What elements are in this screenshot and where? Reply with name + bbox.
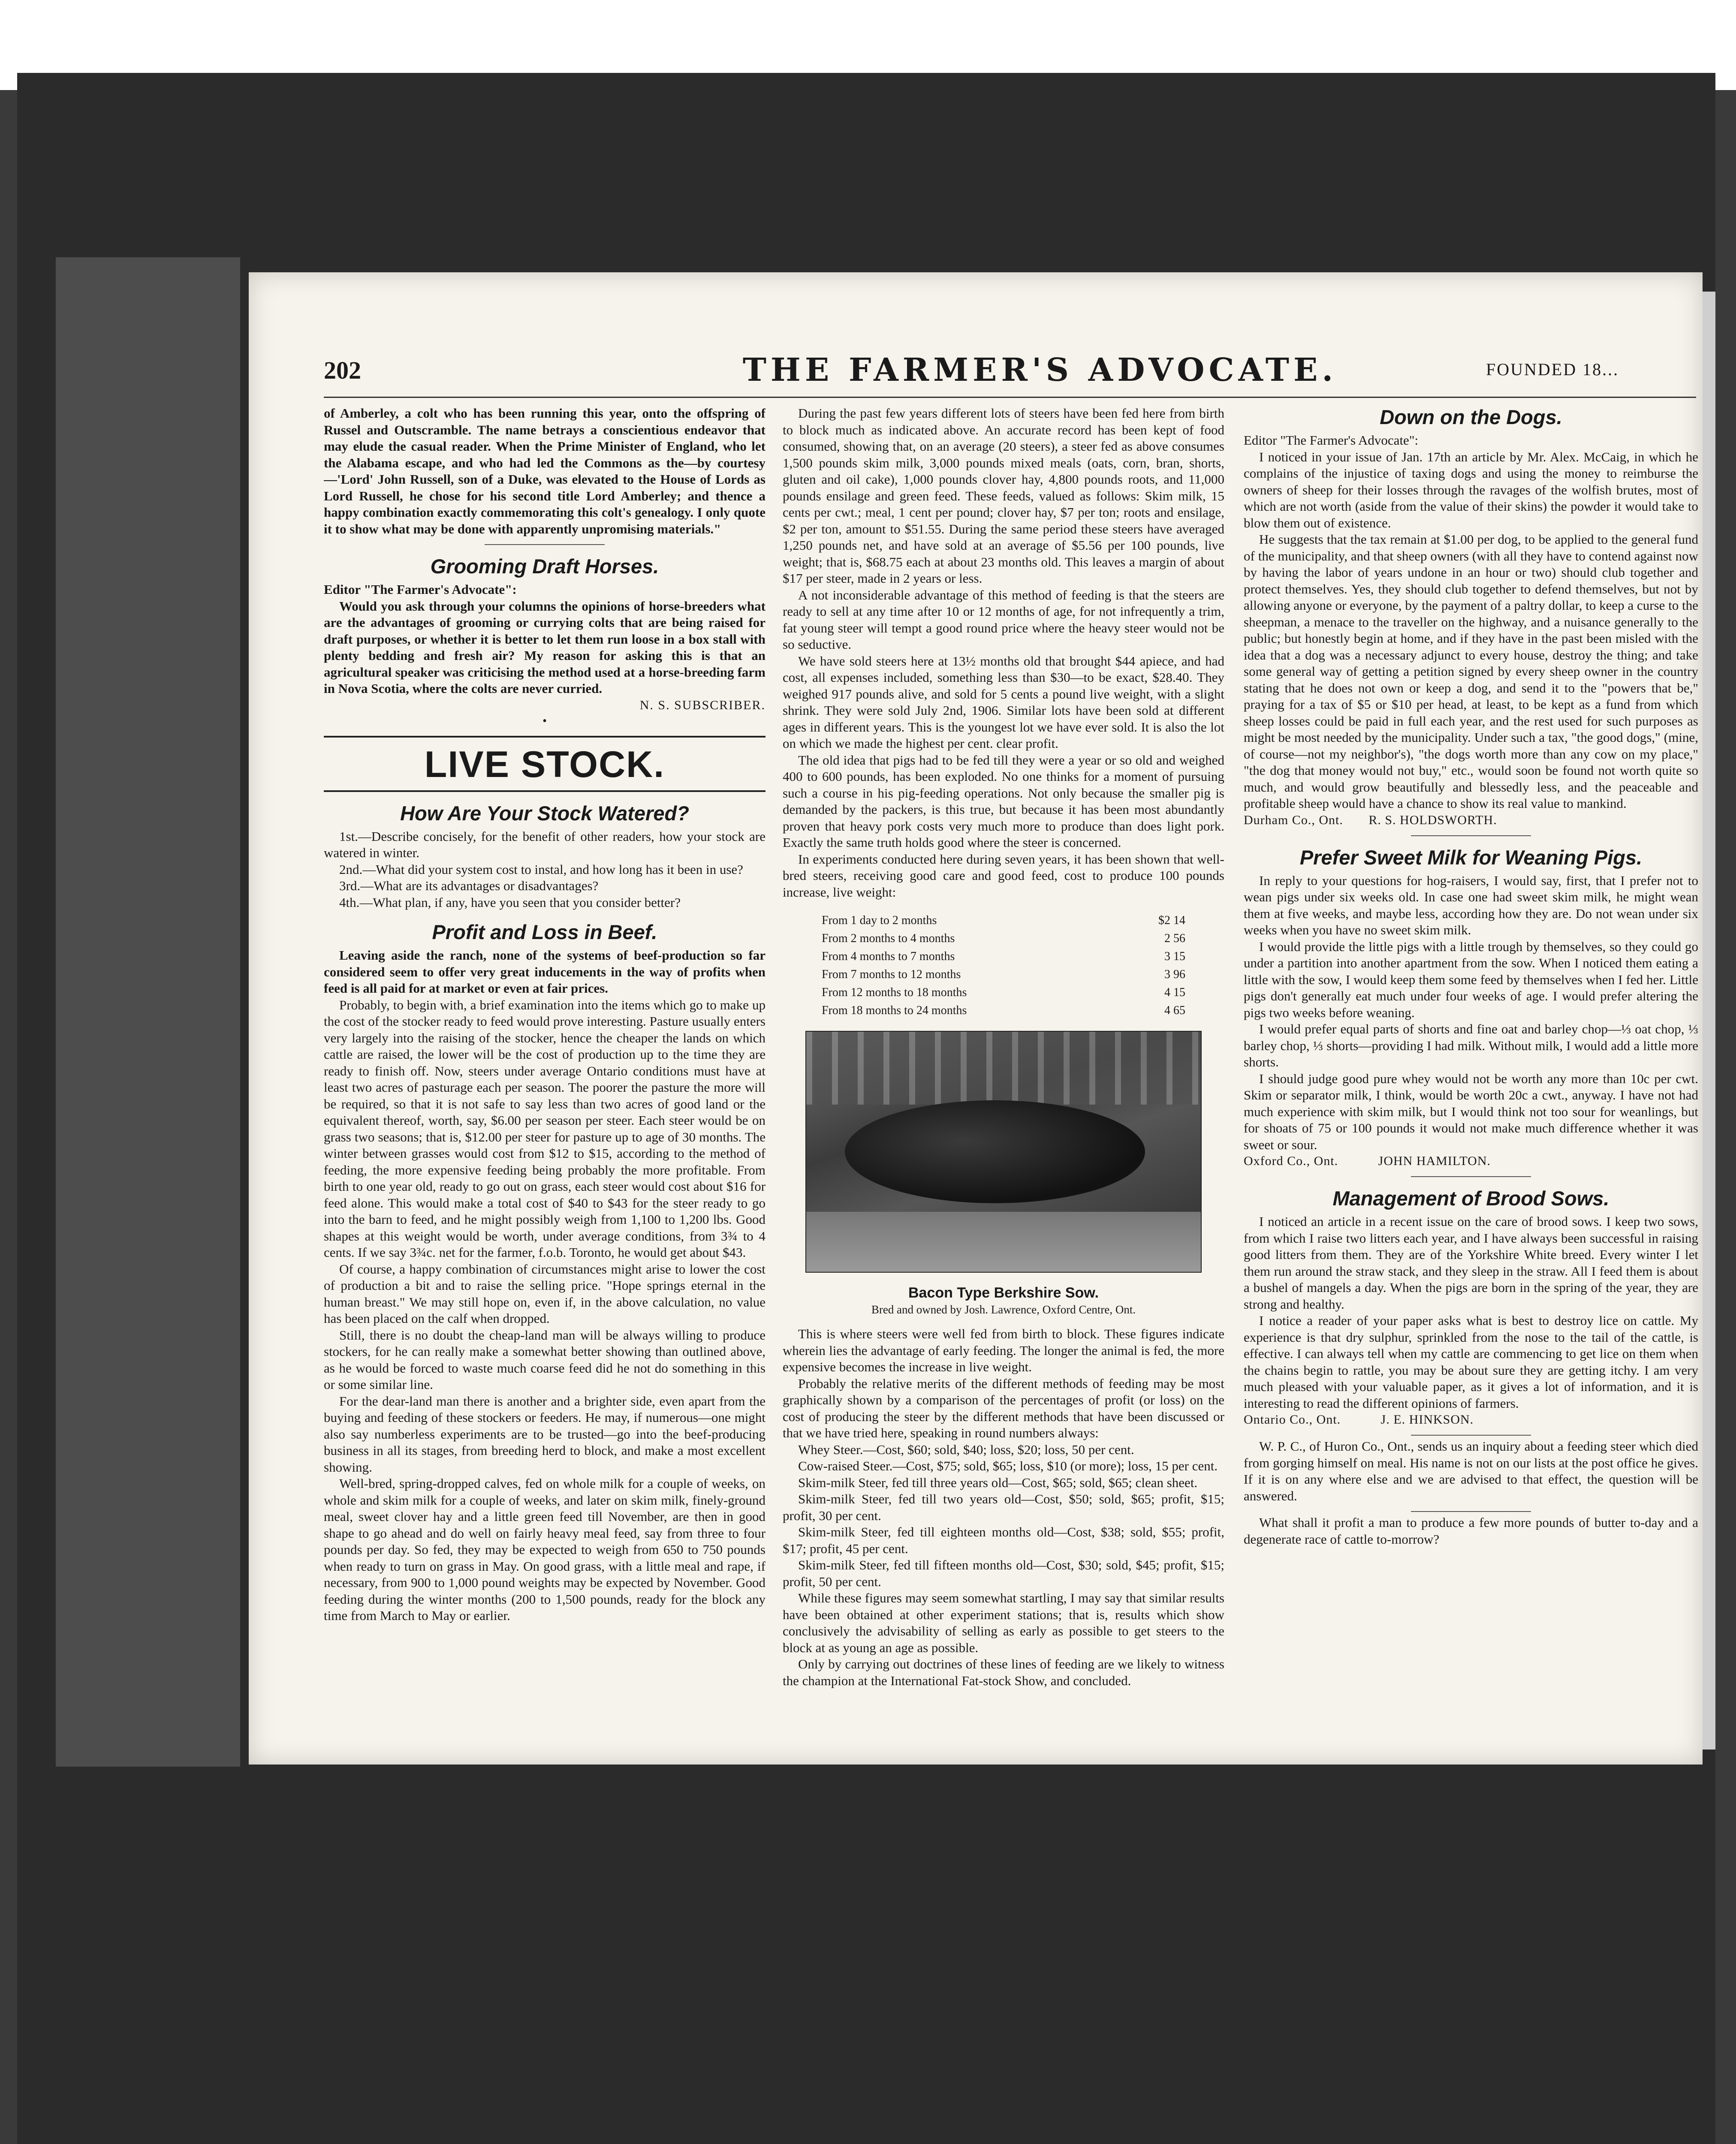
question-item: 1st.—Describe concisely, for the benefit of other readers, how your stock are watered in winter.: [324, 828, 766, 860]
founded-note: FOUNDED 18...: [1486, 360, 1619, 379]
section-title-live-stock: LIVE STOCK.: [324, 736, 766, 792]
signature-name: J. E. HINKSON.: [1380, 1412, 1474, 1427]
article-paragraph: The old idea that pigs had to be fed till they were a year or so old and weighed 400 to 600 pounds, has been exploded. No one thinks for a moment of pursuing such a course in his pig-feeding operations. Not only because the smaller pig is demanded by the packers, is this true, but because it has been most abundantly proven that heavy pork costs very much more to produce than does light pork. Exactly the same truth holds good where the steer is concerned.: [783, 752, 1224, 850]
signature-place: Oxford Co., Ont.: [1244, 1154, 1338, 1168]
table-cell-period: From 2 months to 4 months: [822, 932, 955, 945]
comparison-item: Skim-milk Steer, fed till fifteen months old—Cost, $30; sold, $45; profit, $15; profit, 50 per cent.: [783, 1557, 1224, 1589]
article-paragraph: We have sold steers here at 13½ months old that brought $44 apiece, and had cost, all expenses included, something less than $30—to be exact, $28.40. They weighed 917 pounds alive, and sold for 5 cents a pound live weight, with a slight shrink. They were sold July 2nd, 1906. Similar lots have been sold at different ages in different years. This is the youngest lot we have ever sold. It is also the lot on which we made the highest per cent. clear profit.: [783, 653, 1224, 751]
article-paragraph: This is where steers were well fed from birth to block. These figures indicate wherein lies the advantage of early feeding. The longer the animal is fed, the more expensive becomes the increase in live weight.: [783, 1326, 1224, 1374]
photo-fence: [806, 1032, 1201, 1105]
article-title-milk: Prefer Sweet Milk for Weaning Pigs.: [1299, 846, 1643, 869]
amberley-paragraph: of Amberley, a colt who has been running this year, onto the offspring of Russel and Outscramble. The name betrays a conscientious endeavor that may elude the casual reader. When the Prime Minister of England, who let the Alabama escape, and who had led the Commons as the—by courtesy—'Lord' John Russell, son of a Duke, was elevated to the House of Lords as Lord Russell, he chose for his second title Lord Amberley; and thence a happy combination exactly commemorating this colt's genealogy. I only quote it to show what may be done with apparently unpromising materials.": [324, 406, 766, 536]
table-cell-period: From 12 months to 18 months: [822, 986, 967, 999]
divider: [485, 544, 605, 545]
signature: [1244, 1412, 1698, 1428]
signature-name: JOHN HAMILTON.: [1378, 1154, 1491, 1168]
column-1: [324, 405, 766, 1752]
table-row: [819, 984, 1188, 1002]
comparison-item: Skim-milk Steer, fed till two years old—Cost, $50; sold, $65; profit, $15; profit, 30 per cent.: [783, 1491, 1224, 1523]
article-paragraph: A not inconsiderable advantage of this method of feeding is that the steers are ready to sell at any time after 10 or 12 months of age, for not infrequently a trim, fat young steer will tempt a good round price where the heavy steer would not be so seductive.: [783, 587, 1224, 652]
newspaper-page: [249, 272, 1703, 1765]
signature-place: Ontario Co., Ont.: [1244, 1412, 1341, 1427]
comparison-item: Whey Steer.—Cost, $60; sold, $40; loss, $20; loss, 50 per cent.: [798, 1442, 1134, 1457]
divider: [1411, 1435, 1531, 1436]
article-paragraph: I would prefer equal parts of shorts and fine oat and barley chop—⅓ oat chop, ⅓ barley chop, ⅓ shorts—providing I had milk. Without milk, I would add a little more shorts.: [1244, 1021, 1698, 1069]
article-title-profit: Profit and Loss in Beef.: [432, 921, 657, 943]
question-item: 3rd.—What are its advantages or disadvantages?: [339, 878, 599, 893]
question-item: 4th.—What plan, if any, have you seen that you consider better?: [339, 894, 681, 910]
column-3: [1244, 405, 1698, 1752]
article-paragraph: Probably, to begin with, a brief examination into the items which go to make up the cost of the stocker ready to feed would prove interesting. Pasture usually enters very largely into the raising of the stocker, hence the cheaper the lands on which cattle are raised, the lower will be the cost of production up to the time they are ready to finish off. Now, steers under average Ontario conditions must have at least two acres of pasturage each per season. The poorer the pasture the more will be required, so that it is not safe to say less than two acres of good land or the equivalent thereof, worth, say, $6.00 per season per steer. Each steer would be on grass two seasons; that is, $12.00 per steer for pasture up to age of 30 months. The winter between grasses would cost from $12 to $15, according to the method of feeding, the more expensive feeding being probably the more profitable. From birth to one year old, ready to go out on grass, each steer would cost about $16 for feed alone. This would make a total cost of $40 to $43 for the steer ready to go into the barn to feed, and he might possibly weigh from 1,100 to 1,200 lbs. Good shapes at this weight would be worth, under average conditions, from 3¾ to 4 cents. If we say 3¾c. net for the farmer, f.o.b. Toronto, he would get about $43.: [324, 997, 766, 1260]
header-rule: [324, 397, 1696, 398]
photo-credit: Bred and owned by Josh. Lawrence, Oxford Centre, Ont.: [871, 1303, 1136, 1316]
column-2: [783, 405, 1224, 1752]
comparison-item: Skim-milk Steer, fed till eighteen months old—Cost, $38; sold, $55; profit, $17; profit, 45 per cent.: [783, 1524, 1224, 1556]
photo-caption: Bacon Type Berkshire Sow.: [908, 1285, 1099, 1301]
article-paragraph: Leaving aside the ranch, none of the systems of beef-production so far considered seem to offer very great inducements in the way of profits when feed is all paid for at market or even at fair prices.: [324, 948, 766, 996]
grooming-body: Would you ask through your columns the opinions of horse-breeders what are the advantages of grooming or currying colts that are being raised for draft purposes, or whether it is better to let them run loose in a box stall with plenty bedding and fresh air? My reason for asking this is that an agricultural speaker was criticising the method used at a horse-breeding farm in Nova Scotia, where the colts are never curried.: [324, 598, 766, 696]
article-paragraph: I would provide the little pigs with a little trough by themselves, so they could go under a partition into another apartment from the sow. When I noticed them eating a little with the sow, I would keep them some feed by themselves when I fed her. Little pigs don't generally eat much under four weeks of age. I would prefer altering the pigs two weeks before weaning.: [1244, 939, 1698, 1020]
table-cell-cost: 3 15: [1164, 950, 1185, 963]
article-paragraph: Probably the relative merits of the different methods of feeding may be most graphically shown by a comparison of the percentages of profit (or loss) on the cost of producing the steer by the different methods that have been discussed or that we have tried here, speaking in round numbers always:: [783, 1376, 1224, 1440]
article-paragraph: Well-bred, spring-dropped calves, fed on whole milk for a couple of weeks, on whole and skim milk for a couple of weeks, and later on skim milk, finely-ground meal, sweet clover hay and a little green feed till November, are then in good shape to go ahead and do well on fairly heavy meal feed, say from three to four pounds per day. So fed, they may be expected to weigh from 650 to 750 pounds when ready to turn on grass in May. On good grass, with a little meal and rape, if necessary, from 900 to 1,000 pound weights may be expected by November. Good feeding during the winter months (200 to 1,500 pounds, ready for the block any time from March to May or earlier.: [324, 1476, 766, 1623]
photo-ground: [806, 1212, 1201, 1272]
cost-table: [819, 912, 1188, 1020]
article-title-dogs: Down on the Dogs.: [1380, 406, 1562, 428]
photo-sow: [845, 1100, 1145, 1203]
article-paragraph: Of course, a happy combination of circumstances might arise to lower the cost of production a bit and to raise the selling price. "Hope springs eternal in the human breast." We may still hope on, even if, in the above calculation, no value has been placed on the calf when dropped.: [324, 1261, 766, 1326]
article-paragraph: He suggests that the tax remain at $1.00 per dog, to be applied to the general fund of the municipality, and that sheep owners (with all they have to contend against now by having the labor of years undone in an hour or two) should club together and protect themselves. Yes, they should club together to defend themselves, but not by allowing anyone or everyone, by the payment of a paltry dollar, to keep a curse to the sheepman, a menace to the traveller on the highway, and a nuisance generally to the public; but honestly begin at home, and if they have in the past been misled with the idea that a dog was a necessary adjunct to every house, destroy the thing; and take some general way of getting a petition signed by every sheep owner in the country stating that he does not own or keep a dog, and send it to the "powers that be," praying for a tax of $5 or $10 per head, at least, to be kept as a fund from which sheep losses could be paid in full each year, and the rest used for such purposes as might be most needed by the municipality. Under such a tax, "the good dogs," (mine, of course—not my neighbor's), "the dogs worth more than any cow on my place," "the dog that money would not buy," etc., would soon be found not worth quite so much, and would grow beautifully and blessedly less, and the peaceable and profitable sheep would have a chance to show its real value to mankind.: [1244, 532, 1698, 811]
article-paragraph: I should judge good pure whey would not be worth any more than 10c per cwt. Skim or separator milk, I think, would be worth 20c a cwt., anyway. I have not had much experience with skim milk, but I would think not too sour for weanlings, but for shoats of 75 or 100 pounds it would not make much difference whether it was sweet or sour.: [1244, 1071, 1698, 1152]
table-row: [819, 948, 1188, 966]
table-cell-period: From 4 months to 7 months: [822, 950, 955, 963]
article-paragraph: I notice a reader of your paper asks what is best to destroy lice on cattle. My experience is that dry sulphur, sprinkled from the nose to the tail of the cattle, is effective. I can always tell when my cattle are commencing to get lice on them when the chains begin to rattle, you may be about sure they are getting itchy. I am very much pleased with your valuable paper, as it gives a lot of information, and it is interesting to read the different opinions of farmers.: [1244, 1313, 1698, 1411]
page-number: 202: [324, 356, 361, 384]
table-cell-cost: 2 56: [1164, 932, 1185, 945]
divider: [1411, 1176, 1531, 1177]
masthead: THE FARMER'S ADVOCATE.: [742, 352, 1338, 388]
table-cell-cost: 4 65: [1164, 1004, 1185, 1017]
table-cell-period: From 1 day to 2 months: [822, 914, 937, 927]
article-paragraph: In experiments conducted here during seven years, it has been shown that well-bred steers, receiving good care and good feed, cost to produce 100 pounds increase, live weight:: [783, 851, 1224, 900]
signature: [1244, 812, 1698, 828]
article-paragraph: Only by carrying out doctrines of these lines of feeding are we likely to witness the champion at the International Fat-stock Show, and concluded.: [783, 1656, 1224, 1688]
divider: [1411, 1511, 1531, 1512]
table-cell-cost: 3 96: [1164, 968, 1185, 981]
article-paragraph: I noticed an article in a recent issue on the care of brood sows. I keep two sows, from which I raise two litters each year, and I have always been successful in raising good litters from them. They are of the Yorkshire White breed. Every winter I let them run around the straw stack, and they sleep in the straw. All I feed them is about a bushel of mangels a day. When the pigs are born in the spring of the year, they are strong and healthy.: [1244, 1214, 1698, 1312]
article-paragraph: During the past few years different lots of steers have been fed here from birth to block much as indicated above. An accurate record has been kept of food consumed, showing that, on an average (20 steers), a steer fed as above consumes 1,500 pounds skim milk, 3,000 pounds mixed meals (oats, corn, bran, shorts, gluten and oil cake), 1,000 pounds clover hay, 4,800 pounds roots, and 11,000 pounds ensilage and green feed. These feeds, valued as follows: Skim milk, 15 cents per cwt.; meal, 1 cent per pound; clover hay, $7 per ton; roots and ensilage, $2 per ton, amount to $51.55. During the same period these steers have averaged 1,250 pounds net, and have sold at an average of $5.56 per 100 pounds, live weight; that is, $68.75 each at about 23 months old. This leaves a margin of about $17 per steer, made in 2 years or less.: [783, 406, 1224, 586]
sow-photograph: [805, 1031, 1202, 1273]
article-paragraph: In reply to your questions for hog-raisers, I would say, first, that I prefer not to wean pigs under six weeks old. In case one had sweet skim milk, he might wean them at five weeks, and maybe less, according how they are. Do not wean under six weeks when you have no sweet skim milk.: [1244, 873, 1698, 937]
table-row: [819, 930, 1188, 948]
article-paragraph: Still, there is no doubt the cheap-land man will be always willing to produce stockers, for he can really make a somewhat better showing than outlined above, as he would be forced to waste much coarse feed did he not do something in this or some similar line.: [324, 1327, 766, 1392]
comparison-item: Cow-raised Steer.—Cost, $75; sold, $65; loss, $10 (or more); loss, 15 per cent.: [798, 1458, 1218, 1473]
comparison-item: Skim-milk Steer, fed till three years old—Cost, $65; sold, $65; clean sheet.: [798, 1475, 1198, 1490]
signature-name: R. S. HOLDSWORTH.: [1368, 813, 1497, 827]
article-title-watered: How Are Your Stock Watered?: [400, 801, 689, 825]
table-cell-cost: $2 14: [1158, 914, 1185, 927]
binding-margin: [56, 257, 240, 1767]
inquiry-note: W. P. C., of Huron Co., Ont., sends us an inquiry about a feeding steer which died from gorging himself on meal. His name is not on our lists at the post office he gives. If it is on any where else and we are advised to that effect, the question will be answered.: [1244, 1439, 1698, 1503]
table-row: [819, 966, 1188, 984]
table-row: [819, 912, 1188, 930]
table-row: [819, 1002, 1188, 1020]
table-cell-period: From 18 months to 24 months: [822, 1004, 967, 1017]
closing-quote: What shall it profit a man to produce a few more pounds of butter to-day and a degenerate race of cattle to-morrow?: [1244, 1515, 1698, 1547]
article-paragraph: I noticed in your issue of Jan. 17th an article by Mr. Alex. McCaig, in which he complains of the injustice of taxing dogs and using the money to reimburse the owners of sheep for their losses through the ravages of the wolfish brutes, most of which are not worth (aside from the value of their skins) the powder it would take to blow them out of existence.: [1244, 449, 1698, 530]
article-title-sows: Management of Brood Sows.: [1332, 1187, 1609, 1210]
signature: N. S. SUBSCRIBER.: [639, 698, 766, 712]
question-item: 2nd.—What did your system cost to instal, and how long has it been in use?: [339, 861, 743, 877]
divider: [1411, 835, 1531, 836]
table-cell-period: From 7 months to 12 months: [822, 968, 961, 981]
signature-place: Durham Co., Ont.: [1244, 813, 1343, 827]
editor-line: Editor "The Farmer's Advocate":: [1244, 433, 1419, 448]
table-cell-cost: 4 15: [1164, 986, 1185, 999]
article-paragraph: While these figures may seem somewhat startling, I may say that similar results have been obtained at other experiment stations; that is, results which show conclusively the advisability of selling as early as possible to get steers to the block at as young an age as possible.: [783, 1590, 1224, 1655]
editor-line: Editor "The Farmer's Advocate":: [324, 582, 517, 597]
article-title-grooming: Grooming Draft Horses.: [430, 555, 659, 578]
page-header: [324, 352, 1736, 390]
signature: [1244, 1153, 1698, 1169]
article-paragraph: For the dear-land man there is another and a brighter side, even apart from the buying and feeding of these stockers or feeders. He may, if numerous—one might also say numberless experiments are to be trusted—go into the beef-producing business in all its stages, from breeding herd to block, and make a most excellent showing.: [324, 1393, 766, 1475]
ornament-dot: •: [542, 714, 547, 728]
